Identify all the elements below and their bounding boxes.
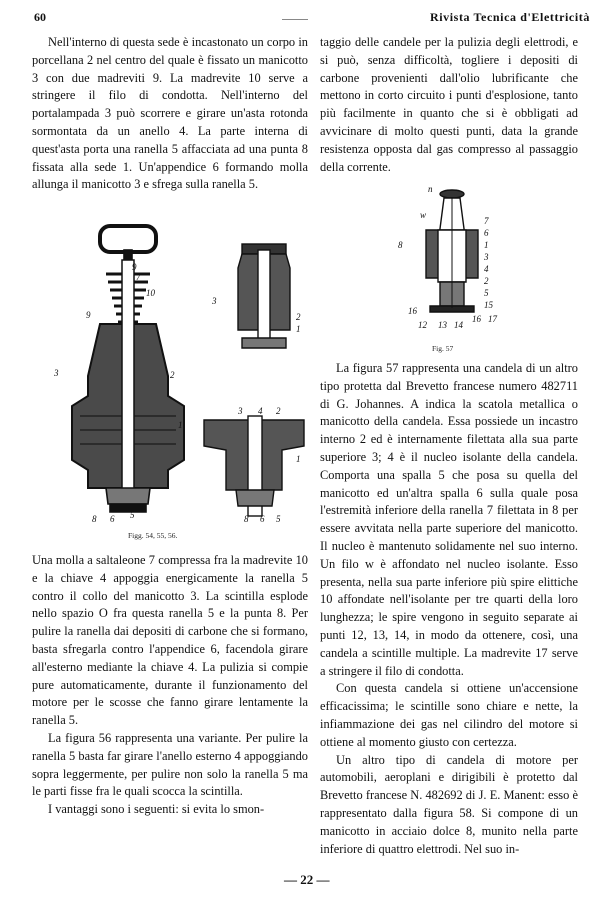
figure-caption-57: Fig. 57 [432, 344, 454, 353]
figure-55-drawing [238, 244, 290, 348]
paragraph-left-1: Una molla a saltaleone 7 compressa fra la madrevite 10 e la chiave 4 appoggia energicamente la ranella 5 contro il collo del manicotto 3. La scintilla esplode nello spazio O fra questa ranella 5 e la punta 8. Per pulire la ranella dai depositi di carbone che si formano, basta sfregarla contro l'appendice 6, facendola girare all'esterno mediante la chiave 4. La pulizia si compie pure automaticamente, durante il funzionamento del motore per le scosse che fanno girare lentamente la ranella 5. [32, 553, 308, 728]
fig54-label: 1 [178, 420, 183, 430]
figure-56-drawing [204, 416, 304, 516]
fig57-label: 12 [418, 320, 427, 330]
fig54-label: 9 [86, 310, 91, 320]
fig54-label: 9 [132, 262, 137, 272]
header-journal-title: Rivista Tecnica d'Elettricità [429, 10, 590, 24]
fig57-label: 3 [484, 252, 489, 262]
fig57-label: 14 [454, 320, 463, 330]
figure-57-drawing [426, 190, 478, 312]
paragraph-left-3: I vantaggi sono i seguenti: si evita lo smon- [48, 802, 265, 817]
fig54-label: 5 [130, 510, 135, 520]
fig54-label: 3 [54, 368, 59, 378]
right-column-bottom [320, 360, 578, 858]
paragraph-right-1: La figura 57 rappresenta una candela di un altro tipo protetta dal Brevetto francese numero 482711 di G. Johannes. A indica la scatola metallica o manicotto della candela. Essa possiede un incastro interno 2 ed è internamente filettata alla sua parte superiore 3; 4 è il nucleo isolante della candela. Comporta una spalla 5 che posa su quella del manicotto ed un'altra spalla 6 sulla quale posa l'estremità inferiore della ranella 7 filettata in 8 per essere avvitata nella parte superiore del manicotto. Il nucleo è mantenuto solidamente nel suo interno. Un filo w è affondato nel nucleo isolante. Esso presenta, nella sua parte inferiore più spire elittiche 10 affondate nell'isolante per tre quarti della loro lunghezza; le spire vengono in seguito separate ai punti 12, 13, 14, in modo da ottenere, così, una candela a scintille multiple. La madrevite 17 serve a stringere il filo di condotta. [320, 361, 578, 678]
fig55-label: 1 [296, 324, 301, 334]
fig56-label: 5 [276, 514, 281, 524]
fig57-label: 16 [472, 314, 481, 324]
fig57-label: 13 [438, 320, 447, 330]
left-column-top [32, 34, 308, 194]
fig57-label: 17 [488, 314, 497, 324]
fig57-label: 15 [484, 300, 493, 310]
fig57-label: n [428, 184, 433, 194]
paragraph-right-top: taggio delle candele per la pulizia degli elettrodi, e si può, senza difficoltà, togliere i depositi di carbone provenienti dall'olio lubrificante che mettono in corto circuito i punti d'esplosione, tanto più facilmente in quanto che si è obbligati ad avvicinare di molto questi punti, data la grande resistenza opposta dal gas compresso al passaggio della corrente. [320, 35, 578, 174]
fig57-label: 4 [484, 264, 489, 274]
fig57-label: 2 [484, 276, 489, 286]
fig56-label: 2 [276, 406, 281, 416]
paragraph-left-top: Nell'interno di questa sede è incastonato un corpo in porcellana 2 nel centro del quale è fissato un manicotto 3 con due madreviti 9. La madrevite 10 serve a stringere il filo di condotta. Nell'interno del portalampada 3 può scorrere e girare un'asta rotonda sormontata da un anello 4. La parte interna di quest'asta porta una ranella 5 affacciata ad una punta 8 fissata alla sede 1. Un'appendice 6 formando molla allunga il manicotto 3 e sfrega sulla ranella 5. [32, 35, 308, 192]
fig56-label: 3 [238, 406, 243, 416]
fig57-label: 8 [398, 240, 403, 250]
fig54-label: 8 [92, 514, 97, 524]
fig56-label: 8 [244, 514, 249, 524]
footer-page-number: — 22 — [284, 872, 330, 887]
right-column-top [320, 34, 578, 176]
figure-57 [380, 182, 530, 342]
fig54-label: 7 [136, 272, 141, 282]
paragraph-right-3: Un altro tipo di candela di motore per automobili, aeroplani e dirigibili è protetto dal Brevetto francese N. 482692 di J. E. Manent: esso è rappresentato dalla figura 58. Si compone di un manicotto in acciaio dolce 8, munito nella parte inferiore di quattro elettrodi. Nel suo in- [320, 752, 578, 856]
fig57-label: 16 [408, 306, 417, 316]
paragraph-left-2: La figura 56 rappresenta una variante. Per pulire la ranella 5 basta far girare l'anello esterno 4 appoggiando sopra leggermente, per pulire non solo la ranella 5 ma le parti fisse fra le quali scocca la scintilla. [32, 730, 308, 799]
fig57-label: 6 [484, 228, 489, 238]
left-column-bottom [32, 552, 308, 819]
header-page-number: 60 [34, 10, 46, 24]
figure-caption-54-56: Figg. 54, 55, 56. [128, 531, 178, 540]
fig54-label: 2 [170, 370, 175, 380]
fig56-label: 6 [260, 514, 265, 524]
fig57-label: 1 [484, 240, 489, 250]
paragraph-right-2: Con questa candela si ottiene un'accensione efficacissima; le scintille sono chiare e nette, la infiammazione dei gas nel cilindro del motore si ottiene al momento giusto con certezza. [320, 681, 578, 749]
header-divider [282, 19, 308, 20]
fig57-label: 5 [484, 288, 489, 298]
fig54-label: 6 [110, 514, 115, 524]
fig57-label: 7 [484, 216, 489, 226]
fig55-label: 2 [296, 312, 301, 322]
fig55-label: 3 [212, 296, 217, 306]
fig57-label: w [420, 210, 427, 220]
figure-54-drawing [72, 226, 184, 512]
fig56-label: 1 [296, 454, 301, 464]
fig56-label: 4 [258, 406, 263, 416]
figure-54-55-56 [28, 220, 310, 550]
fig54-label: 10 [146, 288, 155, 298]
